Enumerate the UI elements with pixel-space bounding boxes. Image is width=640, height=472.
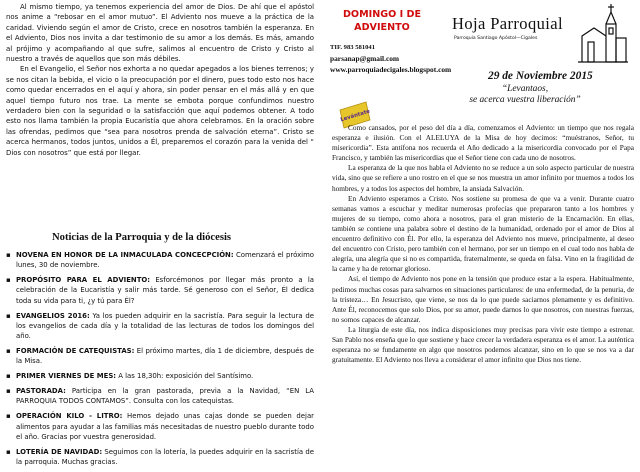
bullet-icon: ▪ — [6, 276, 11, 285]
badge-label: Levántate — [339, 108, 371, 124]
liturgical-day-line: ADVIENTO — [354, 22, 410, 33]
intro-paragraph: Al mismo tiempo, ya tenemos experiencia del amor de Dios. De ahí que el apóstol nos anime a “rebosar en el amor mutuo”. El Adviento nos mueve a la práctica de la caridad. Viviendo según el amor de Cristo, crece en nosotros también la esperanza. En el Adviento, Dios nos invita a dar testimonio de su amor a los demás. Es más, amando al prójimo y acompañando al que sufre, salimos al encuentro de Cristo y Cristo al nuestro a través de aquellos que son más débiles. — [6, 3, 314, 64]
notice-text: El próximo martes, día 1 de diciembre, después de la Misa. — [16, 347, 314, 366]
notice-text: Seguimos con la lotería, la puedes adquirir en la sacristía de la parroquia. Muchas gracias. — [16, 447, 314, 467]
parish-name: Parroquia Santiago Apóstol—Cigales — [454, 36, 538, 41]
bullet-icon: ▪ — [6, 347, 11, 356]
notice-label: PROPÓSITO PARA EL ADVIENTO: — [16, 276, 151, 285]
intro-text — [6, 2, 314, 158]
notice-item — [6, 411, 314, 442]
notice-item — [6, 447, 314, 467]
notice-text: Esforcémonos por llegar más pronto a la celebración de la Eucaristía y salir más tarde. Sé generoso con el Señor, Él dedica toda su vida para ti, ¿y tú para Él? — [16, 276, 314, 305]
notice-label: LOTERÍA DE NAVIDAD: — [16, 447, 103, 456]
notice-text: Comenzará el próximo lunes, 30 de noviembre. — [16, 251, 315, 270]
article-paragraph: Así, el tiempo de Adviento nos pone en la tensión que produce estar a la espera. Habitualmente, pedimos muchas cosas para salvarnos en situaciones particulares: de una enfermedad, de la penuria, de la tristeza… En Jesucristo, que viene, se nos da lo que puede saciarnos plenamente y es definitivo. Ante Él, reconocemos que solo Dios, por su amor, puede darnos lo que nosotros, con nuestras fuerzas, no somos capaces de alcanzar. — [332, 274, 634, 324]
bulletin-date: 29 de Noviembre 2015 — [488, 70, 593, 82]
article-paragraph: La liturgia de este día, nos indica disposiciones muy precisas para vivir este tiempo a estrenar. San Pablo nos enseña que lo que sostiene y hace crecer la verdadera esperanza es el amor. La auténtica esperanza no se fundamente en algo que nosotros podemos alcanzar, sino en lo que se nos va a dar gratuitamente. El Adviento nos lleva a considerar el amor infinito que Dios nos tiene. — [332, 324, 634, 365]
article-paragraph: Como cansados, por el peso del día a día, comenzamos el Adviento: un tiempo que nos regala esperanza e ilusión. Con el ALELUYA de la Misa de hoy decimos: “muéstranos, Señor, tu misericordia”. Esta antífona nos recuerda el Año dedicado a la misericordia convocado por el Papa Francisco, y también las misericordias que el Señor tiene con cada uno de nosotros. — [332, 123, 634, 163]
bullet-icon: ▪ — [6, 387, 11, 396]
notice-item — [6, 386, 314, 406]
notice-item — [6, 311, 314, 342]
notice-text: A las 18,30h: exposición del Santísimo. — [116, 372, 254, 381]
contact-info — [330, 42, 480, 75]
notice-text: Hemos dejado unas cajas donde se pueden dejar alimentos para ayudar a las familias más necesitadas de nuestro pueblo durante todo el año. Gracias por vuestra generosidad. — [16, 412, 315, 441]
bullet-icon: ▪ — [6, 447, 11, 456]
phone-number: TIF. 983 581041 — [330, 44, 376, 51]
motto — [440, 84, 610, 106]
bullet-icon: ▪ — [6, 311, 11, 320]
liturgical-day — [326, 8, 438, 34]
notice-label: PASTORADA: — [16, 387, 66, 396]
notice-item — [6, 346, 314, 366]
motto-line: “Levantaos, — [501, 84, 549, 94]
notice-text: Ya los pueden adquirir en la sacristía. Para seguir la lectura de los evangelios de cada día y la totalidad de las lecturas de todos los domingos del año. — [16, 311, 314, 341]
notices-title: Noticias de la Parroquia y de la diócesis — [52, 232, 232, 243]
bullet-icon: ▪ — [6, 412, 11, 421]
notice-label: NOVENA EN HONOR DE LA INMACULADA CONCECPCIÓN: — [16, 251, 234, 259]
bulletin-title: Hoja Parroquial — [452, 14, 563, 33]
intro-paragraph: En el Evangelio, el Señor nos exhorta a no quedar apegados a los bienes terrenos; y se nos citan la bebida, el vicio o la preocupación por el dinero, pues todo esto nos hace como quedar encerrados en el aquí y ahora, sin poder pensar en el más allá y en que aquel tiempo futuro nos trae. La mente se embota porque confundimos nuestro verdadero bien con la seguridad o la satisfacción que aquí podemos obtener. A todo esto nos llama también la propia Eucaristía que ahora celebramos. En la oración sobre las ofrendas, pedimos que “sea para nosotros prenda de salvación eterna”. Cristo se acerca hermanos, todos juntos, unidos a Él, preparemos el corazón para la venida del “ Dios con nosotros” que está por llegar. — [6, 65, 314, 157]
notice-text: Participa en la gran pastorada, previa a la Navidad, “EN LA PARROQUIA TODOS CONTAMOS”. Consulta con los catequistas. — [16, 387, 314, 406]
motto-line: se acerca vuestra liberación” — [469, 95, 581, 105]
blog-url: www.parroquiadecigales.blogspot.com — [330, 65, 452, 74]
notice-label: FORMACIÓN DE CATEQUISTAS: — [16, 347, 135, 356]
article-paragraph: En Adviento esperamos a Cristo. Nos sostiene su promesa de que va a venir. Durante cuatro semanas vamos a escuchar y meditar numerosas profecías que prepararon tanto a los hombres y mujeres de su tiempo, como ahora a nosotros, para el gran misterio de la Encarnación. En ellas, también se contiene una palabra sobre el destino de la humanidad, ordenado por el amor de Dios al encuentro definitivo con Él. Por ello, la esperanza del Adviento nos mueve, principalmente, al deseo del encuentro con Cristo, pero también con el hermano, por ser un tiempo en el cual todo nos habla de alegría, una alegría que si no es compartida, fraternalmente, se queda en falsa. Vino en la fragilidad de la carne y ha de retornar glorioso. — [332, 193, 634, 274]
notice-label: EVANGELIOS 2016: — [16, 311, 90, 320]
notice-item — [6, 250, 314, 270]
liturgical-day-line: DOMINGO I DE — [342, 9, 422, 20]
church-icon — [576, 2, 630, 66]
notice-item — [6, 371, 314, 381]
notice-label: OPERACIÓN KILO - LITRO: — [16, 412, 123, 421]
email-address: parsanap@gmail.com — [330, 54, 400, 63]
notice-item — [6, 275, 314, 306]
bullet-icon: ▪ — [6, 372, 11, 381]
bullet-icon: ▪ — [6, 251, 11, 259]
bulletin-brand — [452, 14, 576, 41]
notice-label: PRIMER VIERNES DE MES: — [16, 372, 117, 381]
notices-list — [6, 250, 314, 472]
article-text — [332, 123, 634, 365]
article-paragraph: La esperanza de la que nos habla el Adviento no se reduce a un solo aspecto particular de nuestra vida, sino que se refiere a uno rostro en el que se nos muestra un amor infinito por tnuemos a todos los hombres, y a todos los aspectos del hombre, la ansiada Salvación. — [332, 163, 634, 193]
